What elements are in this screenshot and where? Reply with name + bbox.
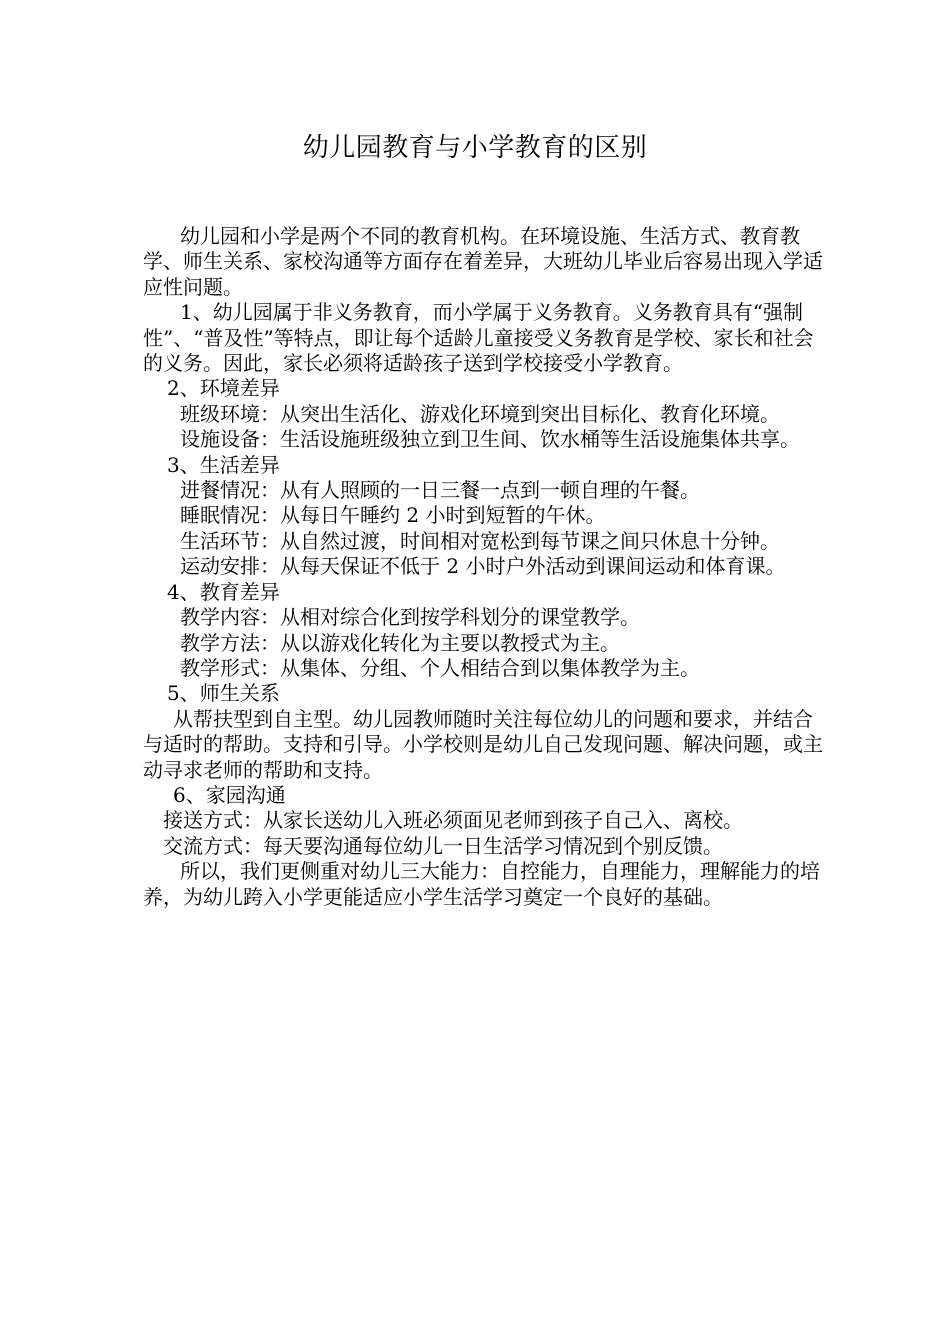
section-5-heading: 5、师生关系 xyxy=(167,681,280,706)
conclusion-paragraph: 所以，我们更侧重对幼儿三大能力：自控能力，自理能力，理解能力的培养，为幼儿跨入小学更能适应小学生活学习奠定一个良好的基础。 xyxy=(143,859,820,909)
section-4-heading: 4、教育差异 xyxy=(167,579,280,604)
teacher-student-paragraph: 从帮扶型到自主型。幼儿园教师随时关注每位幼儿的问题和要求，并结合与适时的帮助。支持和引导。小学校则是幼儿自己发现问题、解决问题，或主动寻求老师的帮助和支持。 xyxy=(143,706,823,782)
meals-paragraph: 进餐情况：从有人照顾的一日三餐一点到一顿自理的午餐。 xyxy=(180,478,700,503)
intro-paragraph: 幼儿园和小学是两个不同的教育机构。在环境设施、生活方式、教育教学、师生关系、家校沟通等方面存在着差异，大班幼儿毕业后容易出现入学适应性问题。 xyxy=(143,224,823,299)
section-6-heading: 6、家园沟通 xyxy=(173,782,286,807)
daily-routine-paragraph: 生活环节：从自然过渡，时间相对宽松到每节课之间只休息十分钟。 xyxy=(180,528,780,553)
teaching-method-paragraph: 教学方法：从以游戏化转化为主要以教授式为主。 xyxy=(180,630,620,655)
point-1-paragraph: 1、幼儿园属于非义务教育，而小学属于义务教育。义务教育具有“强制性”、“普及性”等特点，即让每个适龄儿童接受义务教育是学校、家长和社会的义务。因此，家长必须将适龄孩子送到学校接受小学教育。 xyxy=(143,300,814,376)
exercise-paragraph: 运动安排：从每天保证不低于 2 小时户外活动到课间运动和体育课。 xyxy=(180,554,786,579)
section-2-heading: 2、环境差异 xyxy=(167,376,280,401)
section-3-heading: 3、生活差异 xyxy=(167,452,280,477)
facilities-paragraph: 设施设备：生活设施班级独立到卫生间、饮水桶等生活设施集体共享。 xyxy=(180,427,800,452)
teaching-form-paragraph: 教学形式：从集体、分组、个人相结合到以集体教学为主。 xyxy=(180,655,700,680)
document-body xyxy=(143,224,823,910)
communication-paragraph: 交流方式：每天要沟通每位幼儿一日生活学习情况到个别反馈。 xyxy=(163,833,723,858)
teaching-content-paragraph: 教学内容：从相对综合化到按学科划分的课堂教学。 xyxy=(180,605,640,630)
document-title: 幼儿园教育与小学教育的区别 xyxy=(302,133,648,163)
class-environment-paragraph: 班级环境：从突出生活化、游戏化环境到突出目标化、教育化环境。 xyxy=(180,401,780,426)
pickup-paragraph: 接送方式：从家长送幼儿入班必须面见老师到孩子自己入、离校。 xyxy=(163,808,743,833)
sleep-paragraph: 睡眠情况：从每日午睡约 2 小时到短暂的午休。 xyxy=(180,503,606,528)
